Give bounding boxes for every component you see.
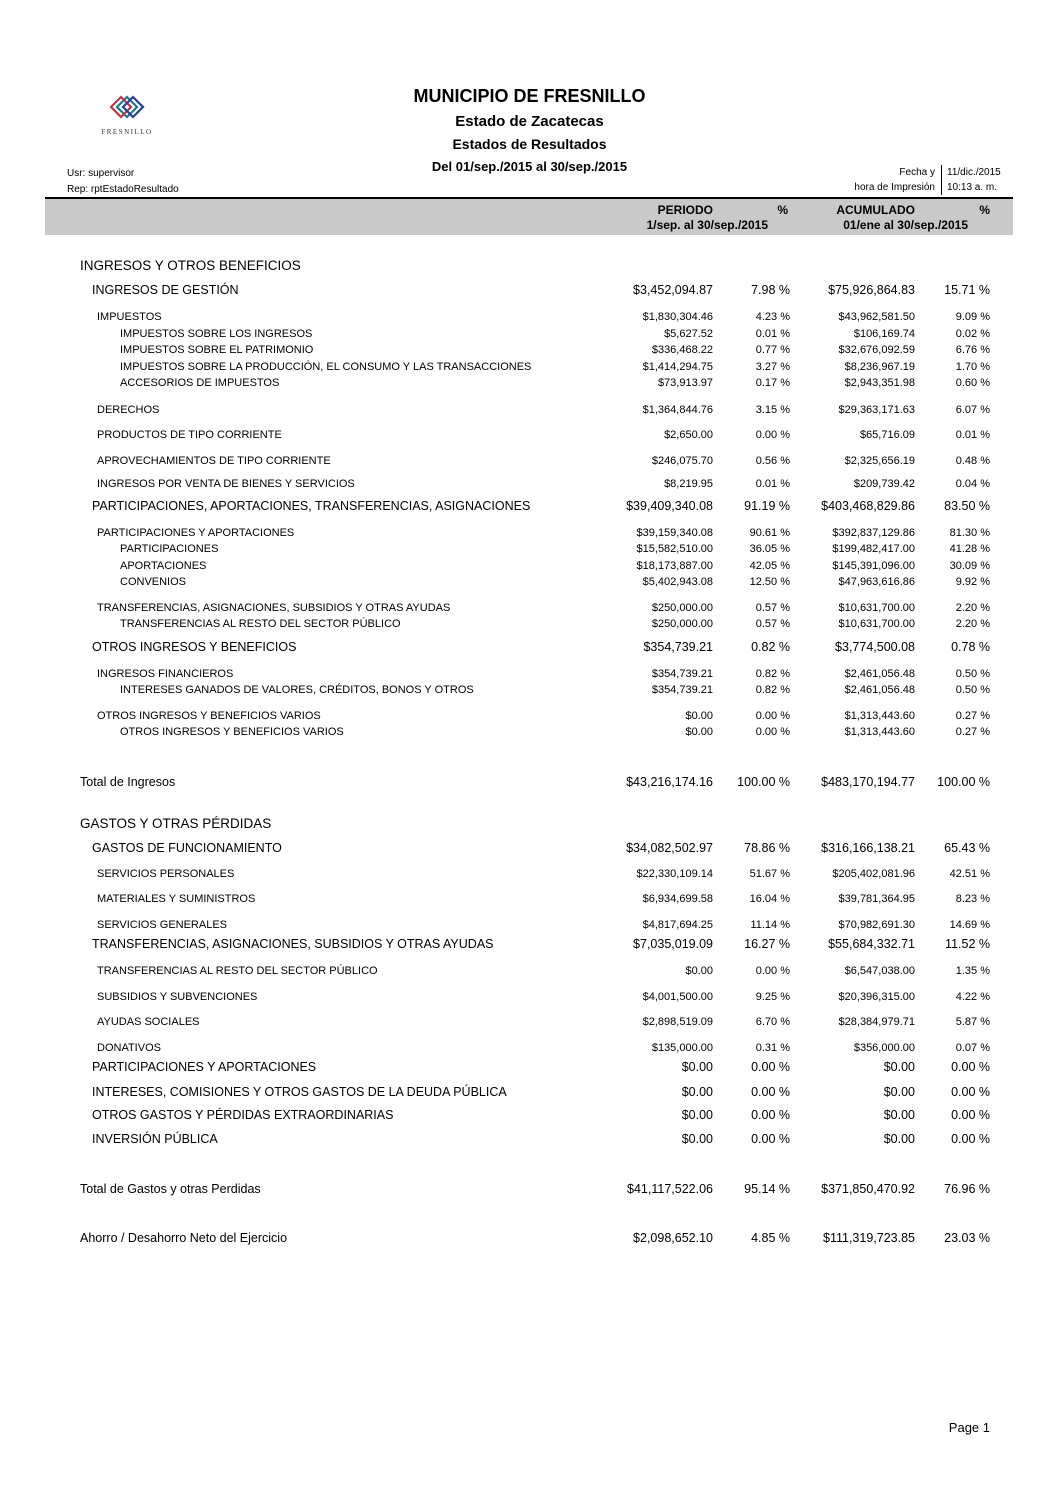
periodo-amount: $0.00 [681, 1108, 713, 1122]
report-row [80, 453, 990, 470]
acumulado-amount: $403,468,829.86 [821, 498, 915, 513]
row-label: SUBSIDIOS Y SUBVENCIONES [97, 990, 258, 1003]
periodo-amount: $5,627.52 [664, 327, 713, 340]
periodo-amount: $135,000.00 [651, 1041, 713, 1054]
report-row [80, 1180, 990, 1198]
report-row [80, 666, 990, 683]
acumulado-pct: 0.50 % [955, 684, 990, 696]
acumulado-amount: $1,313,443.60 [844, 726, 915, 738]
row-label: TRANSFERENCIAS, ASIGNACIONES, SUBSIDIOS Y OTRAS AYUDAS [97, 601, 451, 614]
periodo-pct: 4.85 % [751, 1231, 790, 1245]
acumulado-pct: 11.52 % [945, 937, 990, 951]
periodo-pct: 0.56 % [755, 454, 790, 467]
row-label: Total de Ingresos [80, 774, 176, 789]
acumulado-pct: 0.00 % [951, 1085, 990, 1099]
row-label: ACCESORIOS DE IMPUESTOS [120, 377, 280, 389]
acumulado-amount: $6,547,038.00 [844, 965, 915, 977]
column-header-acumulado: ACUMULADO [836, 203, 915, 217]
row-label: MATERIALES Y SUMINISTROS [97, 893, 256, 905]
periodo-amount: $41,117,522.06 [627, 1182, 713, 1196]
periodo-amount: $5,402,943.08 [642, 576, 713, 588]
acumulado-amount: $70,982,691.30 [838, 918, 915, 931]
acumulado-amount: $75,926,864.83 [828, 283, 915, 297]
periodo-amount: $18,173,887.00 [636, 559, 713, 572]
acumulado-pct: 1.70 % [955, 360, 990, 373]
periodo-pct: 0.82 % [755, 667, 790, 680]
row-label: SERVICIOS PERSONALES [97, 867, 235, 880]
row-label: INTERESES, COMISIONES Y OTROS GASTOS DE LA DEUDA PÚBLICA [92, 1085, 507, 1099]
row-label: PARTICIPACIONES [120, 543, 219, 555]
acumulado-amount: $205,402,081.96 [832, 867, 915, 880]
periodo-pct: 0.31 % [755, 1041, 790, 1054]
row-label: CONVENIOS [120, 576, 187, 588]
acumulado-pct: 0.78 % [951, 639, 990, 654]
acumulado-amount: $3,774,500.08 [835, 639, 915, 654]
row-label: GASTOS DE FUNCIONAMIENTO [92, 840, 282, 855]
acumulado-pct: 0.60 % [955, 377, 990, 389]
report-row [80, 375, 990, 392]
periodo-pct: 4.23 % [755, 311, 790, 323]
periodo-pct: 0.17 % [755, 377, 790, 389]
acumulado-amount: $43,962,581.50 [838, 311, 915, 323]
periodo-pct: 78.86 % [744, 840, 790, 855]
periodo-amount: $2,898,519.09 [642, 1016, 713, 1028]
periodo-pct: 0.57 % [755, 601, 790, 614]
periodo-pct: 11.14 % [750, 918, 790, 931]
periodo-pct: 100.00 % [737, 774, 790, 789]
periodo-amount: $1,414,294.75 [642, 360, 713, 373]
page-title: MUNICIPIO DE FRESNILLO [413, 86, 646, 106]
column-header-periodo-range: 1/sep. al 30/sep./2015 [646, 218, 768, 232]
acumulado-pct: 0.50 % [955, 667, 990, 680]
acumulado-pct: 5.87 % [955, 1016, 990, 1028]
periodo-amount: $336,468.22 [651, 344, 713, 356]
acumulado-pct: 0.48 % [955, 454, 990, 467]
report-row [80, 682, 990, 699]
report-row [80, 891, 990, 908]
acumulado-amount: $145,391,096.00 [832, 559, 915, 572]
print-datetime-block [854, 165, 1013, 195]
row-label: TRANSFERENCIAS AL RESTO DEL SECTOR PÚBLICO [97, 965, 378, 977]
acumulado-pct: 0.04 % [955, 478, 990, 490]
report-row [80, 342, 990, 359]
periodo-pct: 9.25 % [755, 990, 790, 1003]
row-label: DERECHOS [97, 403, 160, 416]
periodo-pct: 90.61 % [749, 526, 790, 539]
acumulado-pct: 83.50 % [944, 498, 990, 513]
report-row [80, 281, 990, 299]
row-label: INGRESOS Y OTROS BENEFICIOS [80, 258, 301, 273]
acumulado-pct: 6.76 % [955, 344, 990, 356]
report-row [80, 600, 990, 617]
acumulado-pct: 0.07 % [955, 1041, 990, 1054]
report-row [80, 257, 990, 275]
acumulado-pct: 0.01 % [955, 429, 990, 441]
row-label: PARTICIPACIONES, APORTACIONES, TRANSFERENCIAS, ASIGNACIONES [92, 498, 531, 513]
print-date-label: Fecha y [899, 167, 935, 178]
periodo-amount: $39,409,340.08 [626, 498, 713, 513]
row-label: IMPUESTOS SOBRE EL PATRIMONIO [120, 344, 314, 356]
column-header-band [45, 197, 1013, 235]
row-label: PARTICIPACIONES Y APORTACIONES [97, 526, 295, 539]
acumulado-pct: 41.28 % [949, 543, 990, 555]
column-header-periodo: PERIODO [657, 203, 713, 217]
report-id-label: Rep: rptEstadoResultado [67, 184, 179, 195]
row-label: TRANSFERENCIAS, ASIGNACIONES, SUBSIDIOS Y OTRAS AYUDAS [92, 937, 494, 951]
periodo-amount: $4,817,694.25 [642, 918, 713, 931]
periodo-amount: $0.00 [685, 965, 713, 977]
acumulado-amount: $1,313,443.60 [844, 709, 915, 722]
acumulado-amount: $392,837,129.86 [832, 526, 915, 539]
report-row [80, 638, 990, 656]
periodo-pct: 6.70 % [755, 1016, 790, 1028]
report-row [80, 574, 990, 591]
acumulado-pct: 1.35 % [955, 965, 990, 977]
column-header-periodo-pct: % [777, 203, 788, 217]
report-row [80, 309, 990, 326]
report-row [80, 558, 990, 575]
column-header-acumulado-pct: % [979, 203, 990, 217]
acumulado-amount: $2,325,656.19 [844, 454, 915, 467]
periodo-amount: $0.00 [685, 726, 713, 738]
periodo-pct: 0.00 % [755, 965, 790, 977]
row-label: OTROS INGRESOS Y BENEFICIOS [92, 639, 297, 654]
periodo-amount: $73,913.97 [657, 377, 713, 389]
acumulado-pct: 0.02 % [955, 327, 990, 340]
report-row [80, 326, 990, 343]
periodo-amount: $0.00 [681, 1132, 713, 1146]
report-row [80, 1106, 990, 1124]
acumulado-pct: 30.09 % [949, 559, 990, 572]
acumulado-amount: $106,169.74 [853, 327, 915, 340]
acumulado-amount: $8,236,967.19 [844, 360, 915, 373]
periodo-amount: $250,000.00 [651, 601, 713, 614]
row-label: AYUDAS SOCIALES [97, 1016, 200, 1028]
print-time-row [854, 180, 1013, 195]
acumulado-amount: $111,319,723.85 [823, 1231, 915, 1245]
periodo-amount: $7,035,019.09 [633, 937, 713, 951]
row-label: INGRESOS FINANCIEROS [97, 667, 234, 680]
acumulado-pct: 4.22 % [955, 990, 990, 1003]
report-row [80, 1130, 990, 1148]
row-label: TRANSFERENCIAS AL RESTO DEL SECTOR PÚBLICO [120, 618, 401, 630]
acumulado-pct: 42.51 % [949, 867, 990, 880]
periodo-pct: 95.14 % [744, 1182, 790, 1196]
row-label: GASTOS Y OTRAS PÉRDIDAS [80, 815, 272, 831]
periodo-amount: $8,219.95 [664, 478, 713, 490]
acumulado-amount: $32,676,092.59 [838, 344, 915, 356]
acumulado-amount: $483,170,194.77 [821, 774, 915, 789]
row-label: OTROS INGRESOS Y BENEFICIOS VARIOS [120, 726, 344, 738]
periodo-amount: $43,216,174.16 [626, 774, 713, 789]
periodo-pct: 0.00 % [755, 726, 790, 738]
periodo-pct: 42.05 % [749, 559, 790, 572]
user-label: Usr: supervisor [67, 168, 135, 179]
report-row [80, 1083, 990, 1101]
row-label: PRODUCTOS DE TIPO CORRIENTE [97, 429, 282, 441]
periodo-amount: $354,739.21 [651, 667, 713, 680]
print-date-row [854, 165, 1013, 180]
row-label: Total de Gastos y otras Perdidas [80, 1182, 261, 1196]
acumulado-pct: 8.23 % [955, 893, 990, 905]
periodo-amount: $0.00 [681, 1060, 713, 1074]
acumulado-amount: $39,781,364.95 [838, 893, 915, 905]
report-row [80, 917, 990, 934]
periodo-pct: 0.01 % [755, 478, 790, 490]
acumulado-pct: 0.27 % [955, 709, 990, 722]
report-row [80, 1040, 990, 1057]
acumulado-pct: 14.69 % [949, 918, 990, 931]
periodo-pct: 0.00 % [751, 1132, 790, 1146]
periodo-pct: 16.04 % [749, 893, 790, 905]
user-report-block [67, 166, 179, 198]
report-row [80, 525, 990, 542]
periodo-pct: 0.57 % [755, 618, 790, 630]
column-header-acumulado-range: 01/ene al 30/sep./2015 [843, 218, 968, 232]
report-period: Del 01/sep./2015 al 30/sep./2015 [431, 159, 628, 174]
acumulado-amount: $2,461,056.48 [844, 684, 915, 696]
periodo-amount: $0.00 [681, 1085, 713, 1099]
periodo-pct: 91.19 % [744, 498, 790, 513]
acumulado-pct: 2.20 % [955, 618, 990, 630]
report-row [80, 935, 990, 953]
acumulado-amount: $65,716.09 [859, 429, 915, 441]
periodo-pct: 0.01 % [755, 327, 790, 340]
periodo-amount: $1,830,304.46 [642, 311, 713, 323]
report-row [80, 839, 990, 857]
acumulado-pct: 81.30 % [949, 526, 990, 539]
row-label: INVERSIÓN PÚBLICA [92, 1132, 218, 1146]
periodo-amount: $2,650.00 [664, 429, 713, 441]
report-row [80, 866, 990, 883]
report-row [80, 476, 990, 493]
periodo-pct: 36.05 % [749, 543, 790, 555]
report-row [80, 708, 990, 725]
report-row [80, 773, 990, 791]
acumulado-pct: 0.27 % [955, 726, 990, 738]
acumulado-amount: $55,684,332.71 [828, 937, 915, 951]
acumulado-amount: $10,631,700.00 [838, 618, 915, 630]
print-time-label: hora de Impresión [854, 182, 935, 193]
report-row [80, 1014, 990, 1031]
periodo-pct: 0.00 % [751, 1108, 790, 1122]
periodo-amount: $2,098,652.10 [633, 1231, 713, 1245]
acumulado-amount: $29,363,171.63 [838, 403, 915, 416]
acumulado-amount: $28,384,979.71 [838, 1016, 915, 1028]
acumulado-amount: $10,631,700.00 [838, 601, 915, 614]
acumulado-amount: $20,396,315.00 [838, 990, 915, 1003]
report-row [80, 427, 990, 444]
report-row [80, 402, 990, 419]
periodo-pct: 0.82 % [755, 684, 790, 696]
state-subtitle: Estado de Zacatecas [455, 113, 604, 130]
periodo-amount: $250,000.00 [651, 618, 713, 630]
row-label: PARTICIPACIONES Y APORTACIONES [92, 1060, 317, 1074]
periodo-amount: $1,364,844.76 [642, 403, 713, 416]
acumulado-pct: 65.43 % [944, 840, 990, 855]
periodo-pct: 0.00 % [755, 429, 790, 441]
acumulado-amount: $0.00 [883, 1108, 915, 1122]
report-row [80, 815, 990, 833]
acumulado-pct: 23.03 % [944, 1231, 990, 1245]
periodo-amount: $246,075.70 [651, 454, 713, 467]
periodo-amount: $354,739.21 [643, 639, 713, 654]
logo-caption: FRESNILLO [101, 128, 153, 136]
acumulado-amount: $316,166,138.21 [821, 840, 915, 855]
acumulado-amount: $209,739.42 [853, 478, 915, 490]
periodo-pct: 0.00 % [755, 709, 790, 722]
acumulado-amount: $47,963,616.86 [838, 576, 915, 588]
report-row [80, 616, 990, 633]
row-label: INGRESOS DE GESTIÓN [92, 283, 239, 297]
periodo-amount: $39,159,340.08 [636, 526, 713, 539]
page-number: Page 1 [948, 1420, 990, 1435]
acumulado-amount: $2,943,351.98 [844, 377, 915, 389]
report-row [80, 1229, 990, 1247]
periodo-amount: $15,582,510.00 [636, 543, 713, 555]
row-label: SERVICIOS GENERALES [97, 918, 228, 931]
row-label: OTROS INGRESOS Y BENEFICIOS VARIOS [97, 709, 321, 722]
periodo-pct: 3.27 % [755, 360, 790, 373]
report-name: Estados de Resultados [452, 136, 607, 152]
acumulado-pct: 2.20 % [955, 601, 990, 614]
acumulado-pct: 9.92 % [955, 576, 990, 588]
periodo-pct: 0.77 % [755, 344, 790, 356]
report-row [80, 724, 990, 741]
row-label: IMPUESTOS [97, 311, 162, 323]
row-label: Ahorro / Desahorro Neto del Ejercicio [80, 1231, 288, 1245]
acumulado-pct: 100.00 % [937, 774, 990, 789]
acumulado-amount: $356,000.00 [853, 1041, 915, 1054]
acumulado-pct: 76.96 % [944, 1182, 990, 1196]
row-label: IMPUESTOS SOBRE LOS INGRESOS [120, 327, 313, 340]
periodo-amount: $22,330,109.14 [636, 867, 713, 880]
periodo-pct: 3.15 % [755, 403, 790, 416]
row-label: INTERESES GANADOS DE VALORES, CRÉDITOS, BONOS Y OTROS [120, 684, 474, 696]
row-label: APORTACIONES [120, 559, 207, 572]
report-row [80, 541, 990, 558]
periodo-amount: $3,452,094.87 [633, 283, 713, 297]
report-row [80, 989, 990, 1006]
acumulado-amount: $0.00 [883, 1132, 915, 1146]
periodo-pct: 0.00 % [751, 1085, 790, 1099]
acumulado-pct: 6.07 % [955, 403, 990, 416]
acumulado-amount: $199,482,417.00 [832, 543, 915, 555]
row-label: DONATIVOS [97, 1041, 161, 1054]
report-row [80, 1058, 990, 1076]
row-label: IMPUESTOS SOBRE LA PRODUCCIÓN, EL CONSUMO Y LAS TRANSACCIONES [120, 360, 532, 373]
report-row [80, 359, 990, 376]
periodo-amount: $0.00 [685, 709, 713, 722]
acumulado-amount: $0.00 [883, 1085, 915, 1099]
periodo-pct: 12.50 % [749, 576, 790, 588]
periodo-pct: 51.67 % [749, 867, 790, 880]
acumulado-amount: $0.00 [883, 1060, 915, 1074]
title-block [0, 86, 1059, 174]
acumulado-amount: $2,461,056.48 [844, 667, 915, 680]
acumulado-pct: 0.00 % [951, 1108, 990, 1122]
periodo-pct: 16.27 % [744, 937, 790, 951]
periodo-amount: $34,082,502.97 [626, 840, 713, 855]
periodo-amount: $4,001,500.00 [642, 990, 713, 1003]
periodo-pct: 7.98 % [751, 283, 790, 297]
report-row [80, 963, 990, 980]
periodo-amount: $6,934,699.58 [642, 893, 713, 905]
periodo-amount: $354,739.21 [651, 684, 713, 696]
print-date-value: 11/dic./2015 [941, 165, 1013, 180]
acumulado-amount: $371,850,470.92 [821, 1182, 915, 1196]
acumulado-pct: 15.71 % [944, 283, 990, 297]
report-row [80, 497, 990, 515]
report-rows [80, 257, 990, 1247]
print-time-value: 10:13 a. m. [941, 180, 1013, 195]
periodo-pct: 0.00 % [751, 1060, 790, 1074]
acumulado-pct: 0.00 % [951, 1060, 990, 1074]
periodo-pct: 0.82 % [751, 639, 790, 654]
acumulado-pct: 0.00 % [951, 1132, 990, 1146]
row-label: APROVECHAMIENTOS DE TIPO CORRIENTE [97, 454, 331, 467]
acumulado-pct: 9.09 % [955, 311, 990, 323]
row-label: INGRESOS POR VENTA DE BIENES Y SERVICIOS [97, 478, 355, 490]
row-label: OTROS GASTOS Y PÉRDIDAS EXTRAORDINARIAS [92, 1108, 394, 1122]
